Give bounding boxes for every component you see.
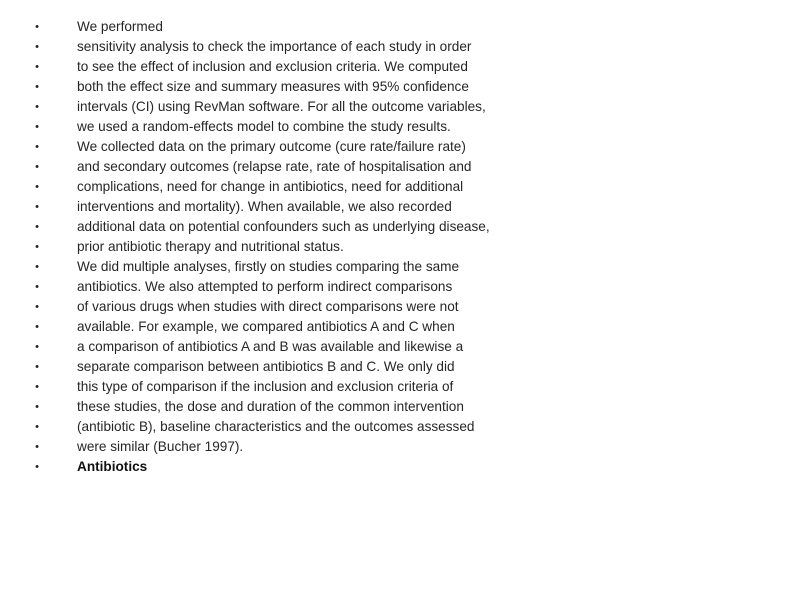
bullet-text: this type of comparison if the inclusion and exclusion criteria of — [77, 379, 454, 394]
bullet-icon: • — [35, 21, 39, 33]
bullet-icon: • — [35, 101, 39, 113]
bullet-text: we used a random-effects model to combine the study results. — [77, 119, 451, 134]
bullet-text: and secondary outcomes (relapse rate, rate of hospitalisation and — [77, 159, 472, 174]
bullet-icon: • — [35, 341, 39, 353]
bullet-text: of various drugs when studies with direct comparisons were not — [77, 299, 459, 314]
bullet-text: interventions and mortality). When available, we also recorded — [77, 199, 452, 214]
bullet-text: We performed — [77, 19, 163, 34]
bullet-icon: • — [35, 361, 39, 373]
bullet-icon: • — [35, 141, 39, 153]
bullet-text: (antibiotic B), baseline characteristics and the outcomes assessed — [77, 419, 475, 434]
bullet-text: these studies, the dose and duration of the common intervention — [77, 399, 464, 414]
bullet-icon: • — [35, 381, 39, 393]
section-heading-text: Antibiotics — [77, 459, 148, 474]
bullet-icon: • — [35, 461, 39, 473]
bullet-icon: • — [35, 241, 39, 253]
bullet-icon: • — [35, 441, 39, 453]
bullet-text: to see the effect of inclusion and exclusion criteria. We computed — [77, 59, 468, 74]
bullet-icon: • — [35, 121, 39, 133]
bullet-text: complications, need for change in antibiotics, need for additional — [77, 179, 464, 194]
bullet-icon: • — [35, 281, 39, 293]
bullet-text: available. For example, we compared antibiotics A and C when — [77, 319, 455, 334]
bullet-text: We did multiple analyses, firstly on studies comparing the same — [77, 259, 460, 274]
bullet-text: both the effect size and summary measures with 95% confidence — [77, 79, 469, 94]
bullet-text: intervals (CI) using RevMan software. For all the outcome variables, — [77, 99, 486, 114]
bullet-icon: • — [35, 161, 39, 173]
bullet-icon: • — [35, 81, 39, 93]
bullet-text: separate comparison between antibiotics B and C. We only did — [77, 359, 455, 374]
bullet-text: additional data on potential confounders such as underlying disease, — [77, 219, 490, 234]
bullet-icon: • — [35, 421, 39, 433]
bullet-icon: • — [35, 221, 39, 233]
bullet-text: sensitivity analysis to check the importance of each study in order — [77, 39, 472, 54]
bullet-text: antibiotics. We also attempted to perform indirect comparisons — [77, 279, 453, 294]
bullet-icon: • — [35, 401, 39, 413]
bullet-icon: • — [35, 261, 39, 273]
bullet-icon: • — [35, 321, 39, 333]
bullet-text: were similar (Bucher 1997). — [77, 439, 244, 454]
bullet-icon: • — [35, 301, 39, 313]
bullet-text: prior antibiotic therapy and nutritional status. — [77, 239, 344, 254]
bullet-icon: • — [35, 201, 39, 213]
bullet-text: a comparison of antibiotics A and B was available and likewise a — [77, 339, 464, 354]
bullet-text: We collected data on the primary outcome (cure rate/failure rate) — [77, 139, 466, 154]
bullet-icon: • — [35, 61, 39, 73]
bullet-icon: • — [35, 181, 39, 193]
bullet-icon: • — [35, 41, 39, 53]
